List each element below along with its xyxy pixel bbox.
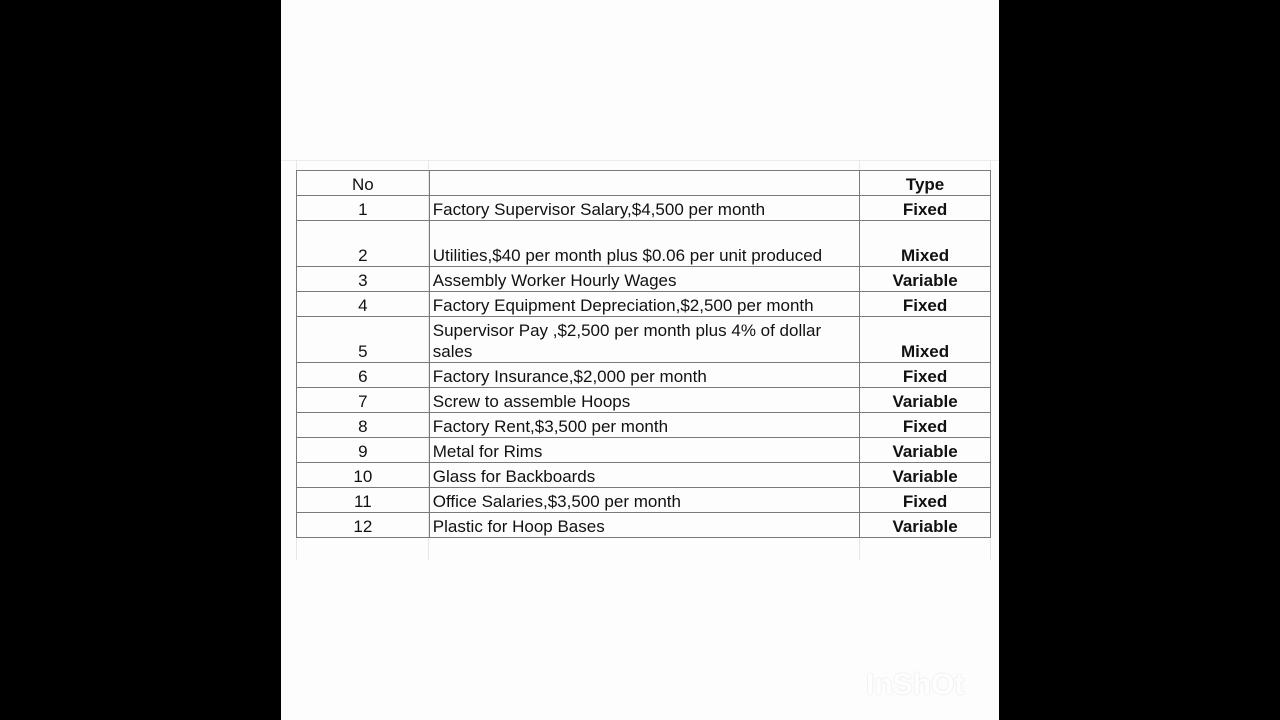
row-type: Fixed: [860, 413, 991, 438]
row-type: Mixed: [860, 221, 991, 267]
table-header-row: [297, 171, 991, 196]
row-description: Factory Supervisor Salary,$4,500 per month: [429, 196, 859, 221]
row-no: 9: [297, 438, 430, 463]
row-no: 11: [297, 488, 430, 513]
table-row: [297, 317, 991, 363]
table-row: [297, 363, 991, 388]
cost-classification-table: [296, 170, 991, 538]
row-description: Screw to assemble Hoops: [429, 388, 859, 413]
row-type: Fixed: [860, 488, 991, 513]
table-row: [297, 413, 991, 438]
row-no: 7: [297, 388, 430, 413]
row-description: Metal for Rims: [429, 438, 859, 463]
row-no: 2: [297, 221, 430, 267]
table-row: [297, 488, 991, 513]
row-description: Assembly Worker Hourly Wages: [429, 267, 859, 292]
table-row: [297, 267, 991, 292]
row-no: 1: [297, 196, 430, 221]
row-type: Variable: [860, 388, 991, 413]
row-type: Fixed: [860, 196, 991, 221]
header-type: Type: [860, 171, 991, 196]
inshot-watermark: InShOt: [866, 668, 965, 701]
row-type: Variable: [860, 513, 991, 538]
row-no: 6: [297, 363, 430, 388]
table-row: [297, 438, 991, 463]
row-description: Factory Insurance,$2,000 per month: [429, 363, 859, 388]
row-description: Glass for Backboards: [429, 463, 859, 488]
row-no: 3: [297, 267, 430, 292]
row-no: 12: [297, 513, 430, 538]
table-row: [297, 388, 991, 413]
header-description: [429, 171, 859, 196]
row-description: Plastic for Hoop Bases: [429, 513, 859, 538]
spreadsheet-page: [281, 0, 999, 720]
row-description: Factory Equipment Depreciation,$2,500 per month: [429, 292, 859, 317]
row-type: Fixed: [860, 292, 991, 317]
row-type: Variable: [860, 438, 991, 463]
row-no: 8: [297, 413, 430, 438]
header-no: No: [297, 171, 430, 196]
row-description: Factory Rent,$3,500 per month: [429, 413, 859, 438]
table-row: [297, 463, 991, 488]
row-description: Utilities,$40 per month plus $0.06 per unit produced: [429, 221, 859, 267]
row-no: 5: [297, 317, 430, 363]
row-description: Office Salaries,$3,500 per month: [429, 488, 859, 513]
row-no: 4: [297, 292, 430, 317]
row-type: Variable: [860, 267, 991, 292]
row-description: Supervisor Pay ,$2,500 per month plus 4% of dollar sales: [429, 317, 859, 363]
row-type: Mixed: [860, 317, 991, 363]
table-row: [297, 221, 991, 267]
table-row: [297, 292, 991, 317]
row-no: 10: [297, 463, 430, 488]
row-type: Variable: [860, 463, 991, 488]
table-row: [297, 196, 991, 221]
row-type: Fixed: [860, 363, 991, 388]
table-row: [297, 513, 991, 538]
